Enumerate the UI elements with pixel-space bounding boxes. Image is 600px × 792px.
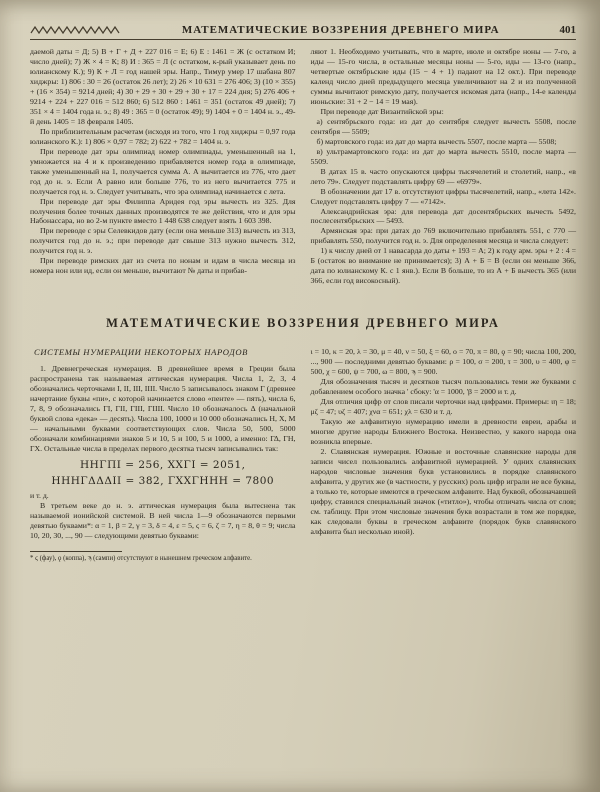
paragraph: ι = 10, κ = 20, λ = 30, μ = 40, ν = 50, ξ = 60, ο = 70, π = 80, ϙ = 90; числа 100, 200, ..., 900 — последними девятью буквами: ρ = 100, σ = 200, τ = 300, υ = 400, φ = 500, χ = 600, ψ = 700, ω = 800, ϡ = 900. (310, 347, 576, 377)
bottom-left-column (30, 347, 296, 564)
paragraph: В датах 15 в. часто опускаются цифры тысячелетий и столетий, напр., «в лето 79». Следует подставлять цифру 69 — «6979». (310, 166, 576, 186)
bottom-right-column (311, 347, 577, 564)
top-left-column (30, 47, 296, 286)
formula-line: НННΓΔΔΔII = 382, ΓХХΓННН = 7800 (51, 474, 275, 487)
formula-line: ННΓΠI = 256, ХХΓI = 2051, (79, 458, 246, 471)
paragraph: При переводе дат Византийской эры: (320, 106, 444, 116)
section-title: МАТЕМАТИЧЕСКИЕ ВОЗЗРЕНИЯ ДРЕВНЕГО МИРА (106, 316, 500, 331)
bottom-section (30, 347, 576, 564)
top-right-column (311, 47, 577, 286)
running-header-title: МАТЕМАТИЧЕСКИЕ ВОЗЗРЕНИЯ ДРЕВНЕГО МИРА (181, 24, 500, 36)
paragraph: Такую же алфавитную нумерацию имели в древности евреи, арабы и многие другие народы Ближнего Востока. Неизвестно, у какого народа она возникла впервые. (310, 417, 576, 446)
paragraph: Армянская эра: при датах до 769 включительно прибавлять 551, с 770 — прибавлять 550, получится год н. э. Для определения месяца и числа следует: (310, 226, 576, 246)
attic-numerals-examples (30, 458, 296, 490)
paragraph: При переводе римских дат из счета по нонам и идам в числа месяца из номера нон или ид, если он меньше, вычитают № даты и прибав- (30, 256, 296, 276)
paragraph: Александрийская эра: для перевода дат досентябрьских вычесть 5492, послесентябрьских — 5493. (310, 206, 576, 226)
paragraph: По приблизительным расчетам (исходя из того, что 1 год хиджры = 0,97 года юлианского К.): 1) 806 × 0,97 = 782; 2) 622 + 782 = 1404 н. э. (30, 126, 296, 146)
footnote: * ϛ (фау), ϙ (коппа), ϡ (сампи) отсутствуют в нынешнем греческом алфавите. (30, 551, 296, 564)
paragraph: 1. Древнегреческая нумерация. В древнейшее время в Греции была распространена так называемая аттическая нумерация. Числа 1, 2, 3, 4 обозначались черточками I, II, III, IIII. Число 5 записывалось знаком Γ (древнее начертание буквы «пи», с которой начинается слово «пенте» — пять), числа 6, 7, 8, 9 обозначались ΓI, ΓII, ΓIII, ΓIIII. Число 10 обозначалось Δ (начальной буквой слова «дека» — десять). Числа 100, 1000 и 10 000 обозначались Н, Х, М — начальными буквами соответствующих слов. Числа 50, 500, 5000 обозначали комбинациями знаков 5 и 10, 5 и 100, 5 и 1000, а именно: ΓΔ, ΓН, ΓХ. Остальные числа в пределах первого десятка тысяч записывались так: (30, 364, 296, 453)
subsection-title: СИСТЕМЫ НУМЕРАЦИИ НЕКОТОРЫХ НАРОДОВ (34, 347, 249, 358)
header-ornament (30, 25, 122, 35)
paragraph: даемой даты = Д; 5) В + Г + Д + 227 016 = Е; 6) Е : 1461 = Ж (с остатком И; число дней); 7) Ж × 4 = К; 8) И : 365 = Л (с остатком, к-рый указывает день по юлианскому К.); 9) К + Л = год нашей эры. Напр., Тимур умер 17 шабана 807 хиджры: 1) 806 : 30 = 26 (остаток 26 лет); 2) 26 × 10 631 = 276 406; 3) (10 × 355) + (16 × 354) = 9214 дней; 4) 30 + 29 + 30 + 29 + 30 + 17 = 224 дня; 5) 276 406 + 9214 + 224 + 227 016 = 512 860; 6) 512 860 : 1461 = 351 (остаток 49 дней); 7) 351 × 4 = 1404 года н. э.; 8) 49 : 365 = 0 (остаток 49); 9) 1404 + 0 = 1404 н. э., 49-й день 1405 = 18 февраля 1405. (30, 47, 296, 126)
paragraph: и т. д. (30, 491, 49, 501)
top-section (30, 47, 576, 286)
paragraph: При переводе с эры Селевкидов дату (если она меньше 313) вычесть из 313, получится год до н. э.; при переводе дат свыше 313 нужно вычесть 312, получится год н. э. (30, 226, 296, 256)
list-item: а) сентябрьского года: из дат до сентября следует вычесть 5508, после сентября — 5509; (310, 116, 576, 136)
paragraph: Для отличия цифр от слов писали черточки над цифрами. Примеры: ιη = 18; μζ = 47; υζ = 407; χνα = 651; χλ = 630 и т. д. (310, 397, 576, 417)
list-item: б) мартовского года: из дат до марта вычесть 5507, после марта — 5508; (316, 136, 557, 146)
paragraph: 1) к числу дней от 1 навасарда до даты + 193 = А; 2) к году арм. эры + 2 : 4 = Б (остаток во внимание не принимается); 3) А + Б = В (если он меньше 366, дата по юлианскому К. с 1 янв.). Если В больше, то из А + Б вычесть 365 (или 366, если год високосный). (310, 246, 576, 286)
paragraph: В третьем веке до н. э. аттическая нумерация была вытеснена так называемой ионийской системой. В ней числа 1—9 обозначаются первыми девятью буквами*: α = 1, β = 2, γ = 3, δ = 4, ε = 5, ϛ = 6, ζ = 7, η = 8, θ = 9; числа 10, 20, 30, ..., 90 — следующими девятью буквами: (30, 501, 296, 541)
paragraph: При переводе дат эры олимпиад номер олимпиады, уменьшенный на 1, умножается на 4 и к произведению прибавляется номер года в олимпиаде, также уменьшенный на 1, получается сумма А. А вычитается из 776, что дает год до н. э. Если А равно или больше 776, то из него вычитается 775 и получается год н. э. Следует учитывать, что эра олимпиад начинается с лета. (30, 146, 296, 196)
paragraph: ляют 1. Необходимо учитывать, что в марте, июле и октябре ноны — 7-го, а иды — 15-го числа, в остальные месяцы ноны — 5-го, иды — 13-го (напр., четвертые октябрьские иды (15 − 4 + 1) падают на 12 окт.). При переводе календ число дней предыдущего месяца увеличивают на 2 и из полученной суммы вычитают римскую дату, получается искомая дата (напр., 14-е календы июньские: 31 + 2 − 14 = 19 мая). (310, 47, 576, 106)
paragraph: При переводе дат эры Филиппа Аридея год эры вычесть из 325. Для получения более точных данных производятся те же действия, что и для эры Набонассара, но во 2-м пункте вместо 1 448 638 следует взять 1 603 398. (30, 196, 296, 226)
running-header (30, 24, 576, 40)
paragraph: В обозначении дат 17 в. отсутствуют цифры тысячелетий, напр., «лета 142». Следует подставлять цифру 7 — «7142». (310, 186, 576, 206)
paragraph: 2. Славянская нумерация. Южные и восточные славянские народы для записи чисел пользовались алфавитной нумерацией. У одних славянских народов числовые значения букв установились в порядке славянского алфавита, у других же (в частности, у русских) роль цифр играли не все буквы, а только те, которые имеются в греческом алфавите. Над буквой, обозначавшей цифру, ставился специальный значок («титло»), чтобы отличать числа от слов; см. таблицу. При этом числовые значения букв возрастали в том же порядке, как следовали буквы в греческом алфавите (порядок букв славянского алфавита был несколько иной). (310, 446, 576, 536)
paragraph: Для обозначения тысяч и десятков тысяч пользовались теми же буквами с добавлением особого значка ' сбоку: 'α = 1000, 'β = 2000 и т. д. (310, 377, 576, 397)
list-item: в) ультрамартовского года: из дат до марта вычесть 5510, после марта — 5509. (310, 146, 576, 166)
page-number: 401 (559, 24, 576, 36)
